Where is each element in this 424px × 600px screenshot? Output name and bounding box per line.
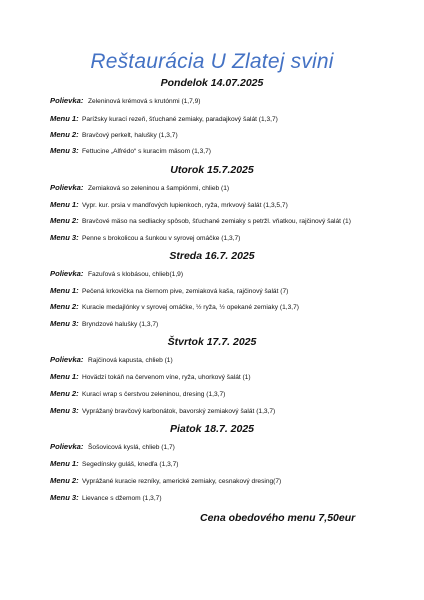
restaurant-title: Reštaurácia U Zlatej svini [90,50,334,73]
row-dish: Vypr. kur. prsia v mandľových lupienkoch, ryža, mrkvový šalát (1,3,5,7) [82,202,288,209]
row-dish: Lievance s džemom (1,3,7) [82,495,162,502]
menu-row [50,286,410,295]
row-dish: Zeleninová krémová s krutónmi (1,7,9) [88,98,201,105]
menu-row [50,96,410,105]
row-label: Polievka: [50,183,84,192]
menu-row [50,302,410,311]
row-label: Menu 3: [50,493,79,502]
row-label: Menu 1: [50,372,79,381]
menu-row [50,200,410,209]
row-label: Menu 1: [50,286,79,295]
row-label: Polievka: [50,442,84,451]
menu-row [50,442,410,451]
menu-row [50,389,410,398]
row-dish: Fazuľová s klobásou, chlieb(1,9) [88,271,184,278]
row-label: Menu 2: [50,302,79,311]
day-heading-friday: Piatok 18.7. 2025 [169,423,255,435]
row-dish: Fettucine „Alfrédo“ s kuracím mäsom (1,3,7) [82,148,211,155]
menu-row [50,459,410,468]
row-dish: Vyprážaný bravčový karbonátok, bavorský zemiakový šalát (1,3,7) [82,408,276,415]
row-label: Menu 1: [50,459,79,468]
day-heading-monday: Pondelok 14.07.2025 [160,77,264,89]
row-label: Menu 2: [50,476,79,485]
menu-row [50,406,410,415]
row-label: Menu 2: [50,216,79,225]
row-label: Menu 3: [50,233,79,242]
menu-row [50,233,410,242]
row-label: Polievka: [50,269,84,278]
row-dish: Segedínsky guláš, knedľa (1,3,7) [82,461,179,468]
menu-row [50,146,410,155]
menu-row [50,355,410,364]
row-dish: Kurací wrap s čerstvou zeleninou, dresing (1,3,7) [82,391,226,398]
day-heading-thursday: Štvrtok 17.7. 2025 [167,336,257,348]
menu-row [50,493,410,502]
row-label: Menu 2: [50,130,79,139]
row-dish: Bravčový perkelt, halušky (1,3,7) [82,132,178,139]
row-dish: Pečená krkovička na čiernom pive, zemiaková kaša, rajčinový šalát (7) [82,288,289,295]
menu-row [50,319,410,328]
menu-row [50,130,410,139]
menu-price: Cena obedového menu 7,50eur [200,512,356,524]
row-label: Menu 3: [50,319,79,328]
menu-row [50,476,410,485]
row-dish: Bryndzové halušky (1,3,7) [82,321,159,328]
row-dish: Zemiaková so zeleninou a šampiónmi, chlieb (1) [88,185,230,192]
row-label: Menu 3: [50,406,79,415]
day-heading-tuesday: Utorok 15.7.2025 [170,164,254,176]
day-heading-wednesday: Streda 16.7. 2025 [169,250,255,262]
row-dish: Parížsky kurací rezeň, šťuchané zemiaky, paradajkový šalát (1,3,7) [82,116,278,123]
row-label: Menu 1: [50,114,79,123]
row-dish: Penne s brokolicou a šunkou v syrovej omáčke (1,3,7) [82,235,241,242]
row-dish: Rajčinová kapusta, chlieb (1) [88,357,173,364]
menu-row [50,269,410,278]
menu-row [50,114,410,123]
row-dish: Hovädzí tokáň na červenom víne, ryža, uhorkový šalát (1) [82,374,251,381]
menu-row [50,183,410,192]
menu-row [50,216,410,225]
row-dish: Šošovicová kyslá, chlieb (1,7) [88,444,175,451]
row-label: Menu 3: [50,146,79,155]
row-label: Menu 1: [50,200,79,209]
row-label: Polievka: [50,96,84,105]
row-dish: Kuracie medajlónky v syrovej omáčke, ½ ryža, ½ opekané zemiaky (1,3,7) [82,304,299,311]
menu-row [50,372,410,381]
row-label: Polievka: [50,355,84,364]
row-dish: Bravčové mäso na sedliacky spôsob, šťuchané zemiaky s petržl. vňatkou, rajčinový šalát (1) [82,218,351,225]
row-label: Menu 2: [50,389,79,398]
row-dish: Vyprážané kuracie rezníky, americké zemiaky, cesnakový dresing(7) [82,478,282,485]
